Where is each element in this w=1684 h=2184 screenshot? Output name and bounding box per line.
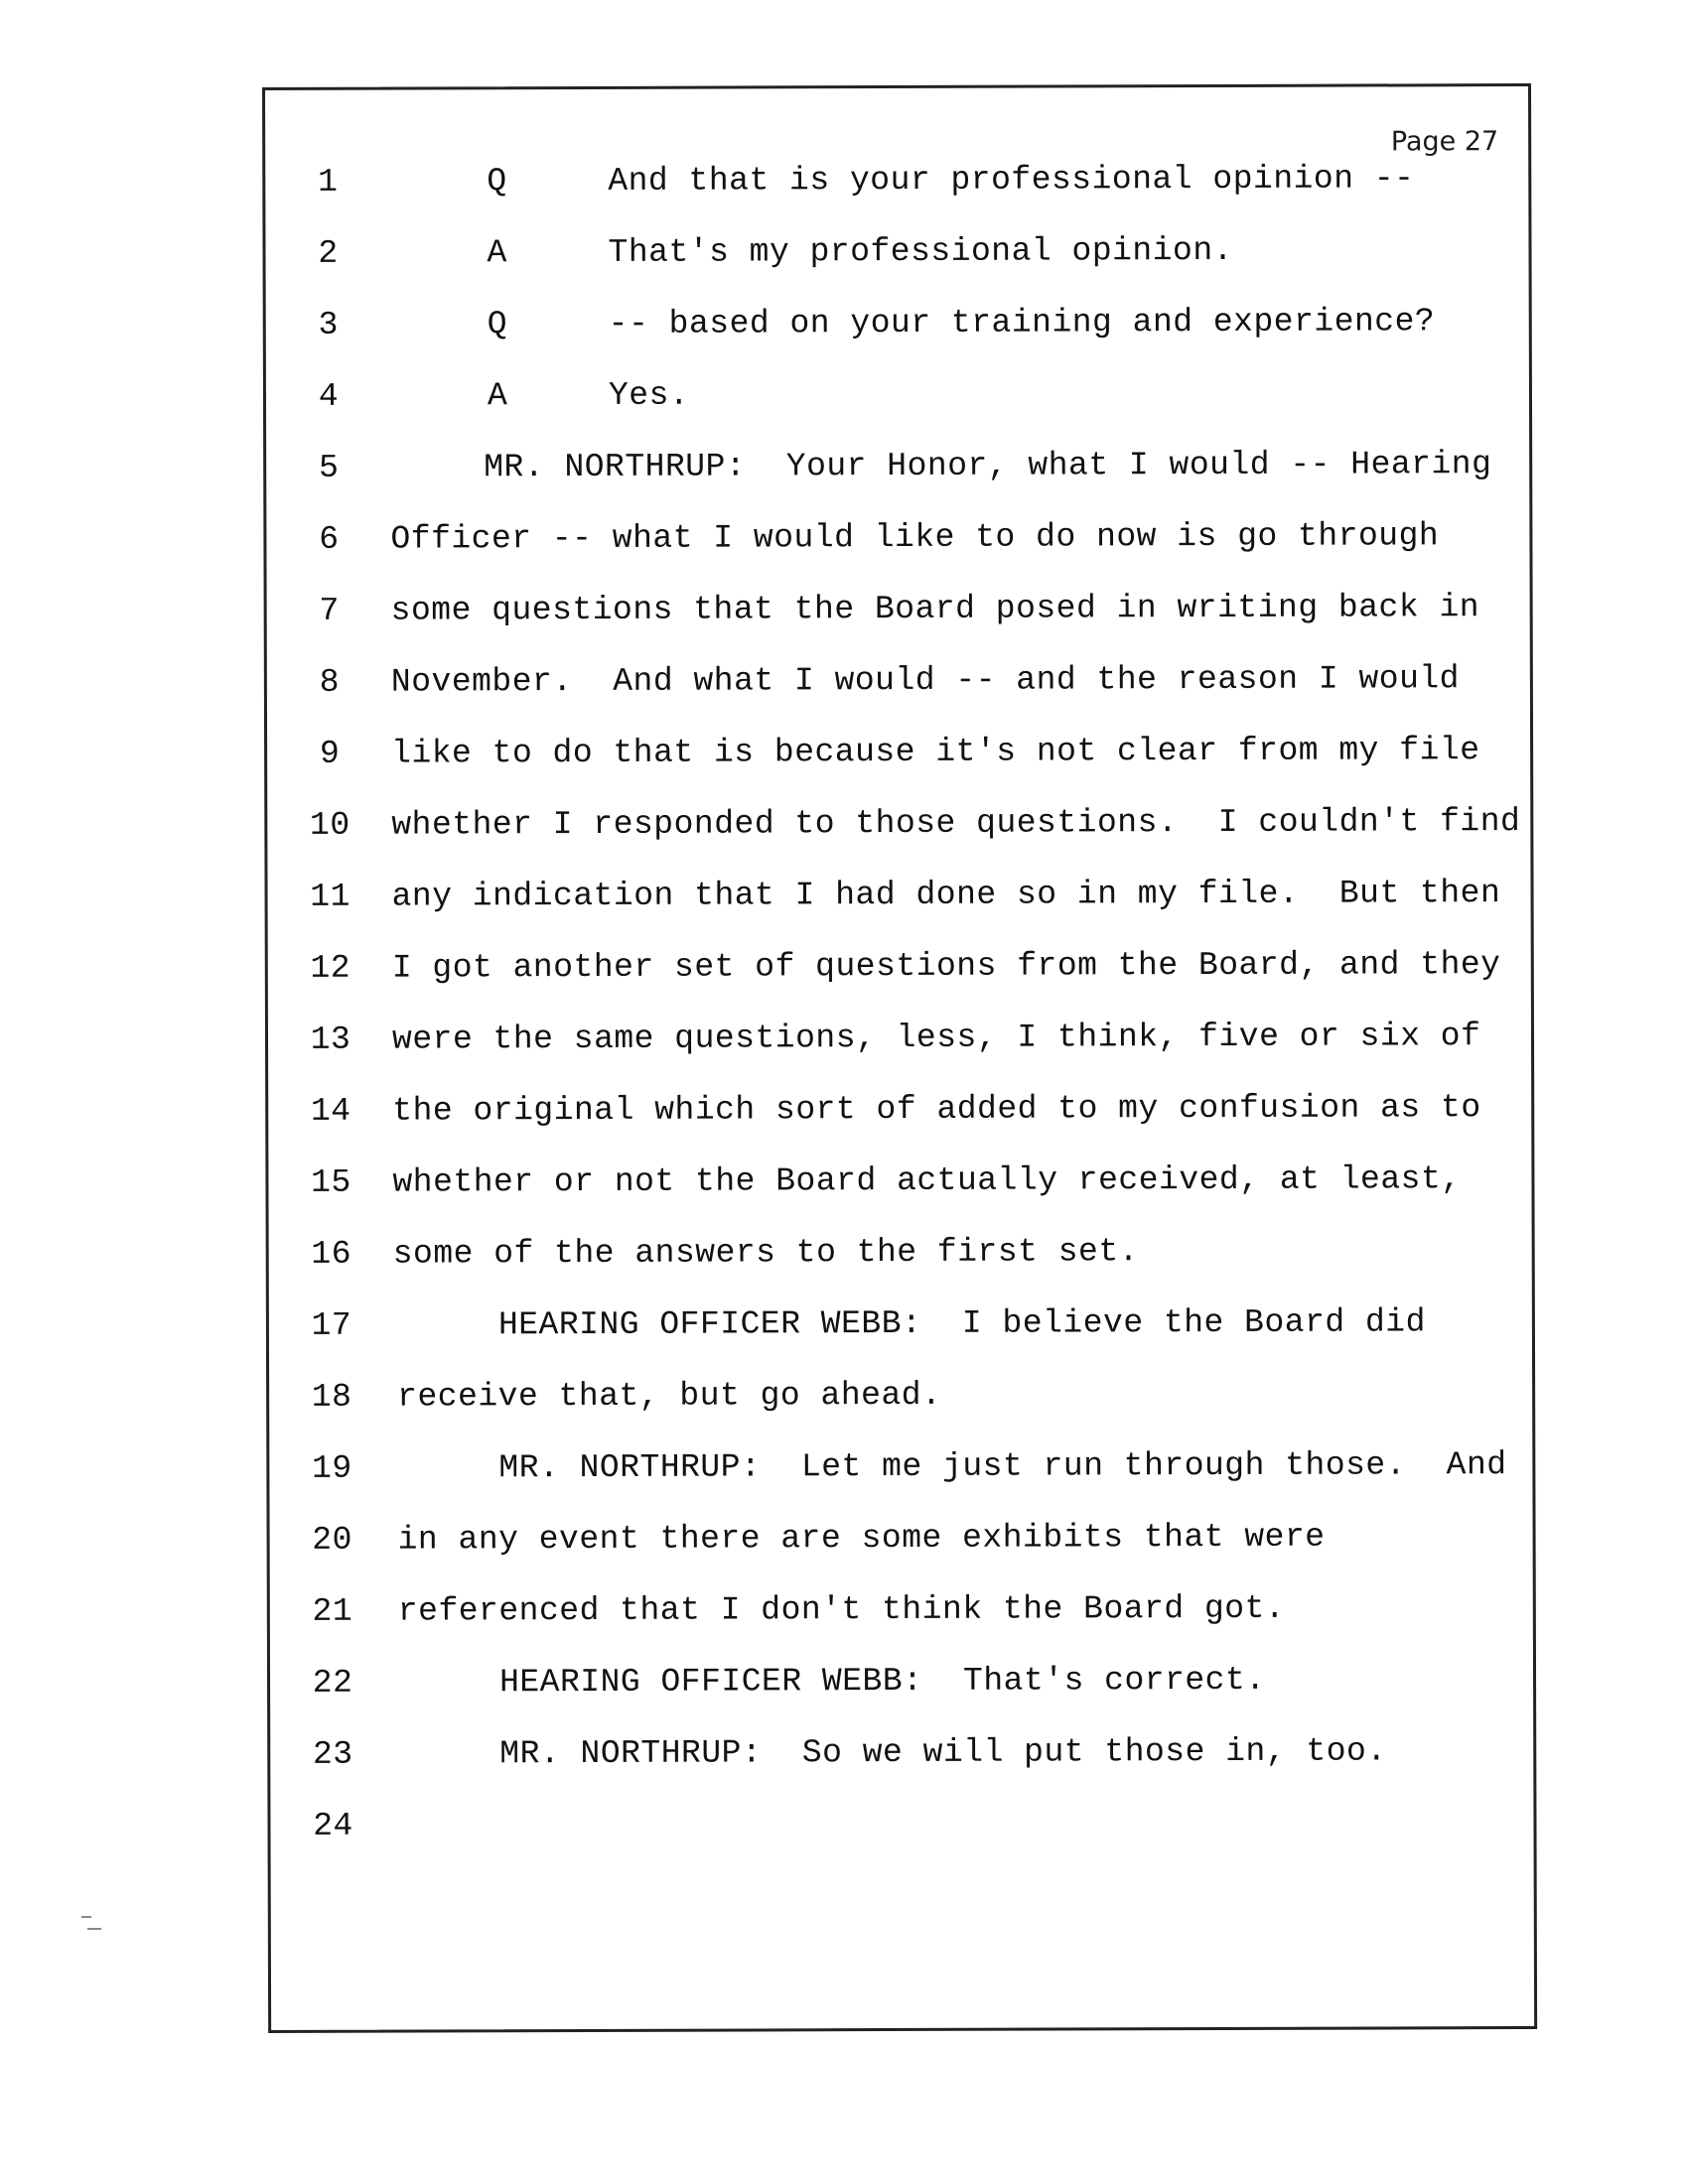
- transcript-line: [269, 1232, 1532, 1307]
- line-number: 7: [319, 592, 340, 629]
- transcript-line: [270, 1518, 1533, 1593]
- line-text: Officer -- what I would like to do now is go through: [390, 517, 1440, 558]
- line-text: MR. NORTHRUP: Your Honor, what I would -- Hearing: [484, 446, 1492, 486]
- line-text: MR. NORTHRUP: Let me just run through those. And: [498, 1446, 1507, 1487]
- line-number: 4: [318, 377, 340, 415]
- line-number: 2: [318, 234, 339, 272]
- transcript-line: [265, 231, 1528, 307]
- line-number: 1: [318, 163, 339, 201]
- line-text: November. And what I would -- and the reason I would: [390, 660, 1461, 701]
- line-text: I got another set of questions from the Board, and they: [391, 946, 1501, 987]
- transcript-line: [270, 1732, 1533, 1808]
- transcript-line: [270, 1589, 1533, 1665]
- line-text: the original which sort of added to my confusion as to: [392, 1089, 1481, 1130]
- transcript-line: [270, 1804, 1533, 1879]
- transcript-line: [266, 374, 1529, 450]
- transcript-line: [269, 1375, 1532, 1450]
- line-text: -- based on your training and experience?: [608, 303, 1436, 342]
- scan-speck-marks: [81, 1916, 101, 1930]
- line-number: 13: [310, 1021, 351, 1058]
- line-number: 10: [309, 806, 351, 844]
- speaker-marker: A: [487, 377, 508, 415]
- transcript-line: [268, 946, 1531, 1022]
- line-number: 6: [319, 520, 340, 558]
- line-text: Yes.: [608, 376, 690, 414]
- speaker-marker: Q: [487, 306, 508, 343]
- line-text: some of the answers to the first set.: [392, 1233, 1139, 1273]
- transcript-line: [270, 1661, 1533, 1736]
- transcript-line: [267, 732, 1530, 807]
- line-number: 11: [310, 878, 351, 915]
- speaker-marker: A: [487, 234, 507, 272]
- line-number: 21: [312, 1592, 353, 1630]
- line-number: 5: [318, 449, 340, 486]
- transcript-line: [267, 589, 1530, 664]
- line-text: some questions that the Board posed in writing back in: [390, 589, 1480, 629]
- line-text: receive that, but go ahead.: [397, 1376, 942, 1416]
- line-text: referenced that I don't think the Board got.: [397, 1589, 1286, 1630]
- line-number: 16: [311, 1235, 352, 1273]
- line-text: That's my professional opinion.: [608, 231, 1233, 271]
- transcript-line: [266, 517, 1529, 593]
- page-number: Page 27: [1390, 126, 1499, 158]
- transcript-line: [267, 803, 1530, 879]
- line-number: 24: [313, 1807, 353, 1844]
- line-number: 8: [319, 663, 341, 701]
- transcript-line: [269, 1446, 1532, 1522]
- line-text: And that is your professional opinion --: [608, 160, 1415, 200]
- line-number: 14: [310, 1092, 351, 1130]
- line-number: 17: [311, 1306, 352, 1344]
- line-number: 15: [311, 1163, 351, 1201]
- line-number: 3: [318, 306, 339, 343]
- line-text: in any event there are some exhibits that were: [397, 1518, 1326, 1559]
- line-text: were the same questions, less, I think, five or six of: [391, 1018, 1481, 1058]
- line-text: HEARING OFFICER WEBB: I believe the Board did: [497, 1303, 1426, 1344]
- speaker-marker: Q: [487, 163, 507, 201]
- line-number: 12: [310, 949, 351, 987]
- transcript-line: [268, 1089, 1531, 1164]
- line-text: HEARING OFFICER WEBB: That's correct.: [498, 1661, 1266, 1702]
- transcript-line: [266, 446, 1529, 521]
- line-number: 18: [311, 1378, 352, 1416]
- line-number: 22: [312, 1664, 353, 1702]
- line-text: MR. NORTHRUP: So we will put those in, too.: [499, 1732, 1387, 1773]
- line-number: 9: [319, 735, 341, 772]
- line-number: 23: [312, 1735, 353, 1773]
- transcript-line: [265, 160, 1528, 235]
- transcript-page-frame: [262, 83, 1537, 2033]
- transcript-line: [267, 660, 1530, 736]
- line-text: like to do that is because it's not clear from my file: [391, 732, 1480, 772]
- transcript-line: [269, 1303, 1532, 1379]
- transcript-line: [268, 1160, 1531, 1236]
- line-text: any indication that I had done so in my file. But then: [391, 875, 1501, 915]
- line-number: 19: [312, 1449, 352, 1487]
- transcript-line: [268, 875, 1531, 950]
- transcript-line: [266, 303, 1529, 378]
- line-number: 20: [312, 1521, 352, 1559]
- transcript-line: [268, 1018, 1531, 1093]
- line-text: whether or not the Board actually received, at least,: [392, 1160, 1462, 1201]
- line-text: whether I responded to those questions. I couldn't find: [391, 803, 1521, 844]
